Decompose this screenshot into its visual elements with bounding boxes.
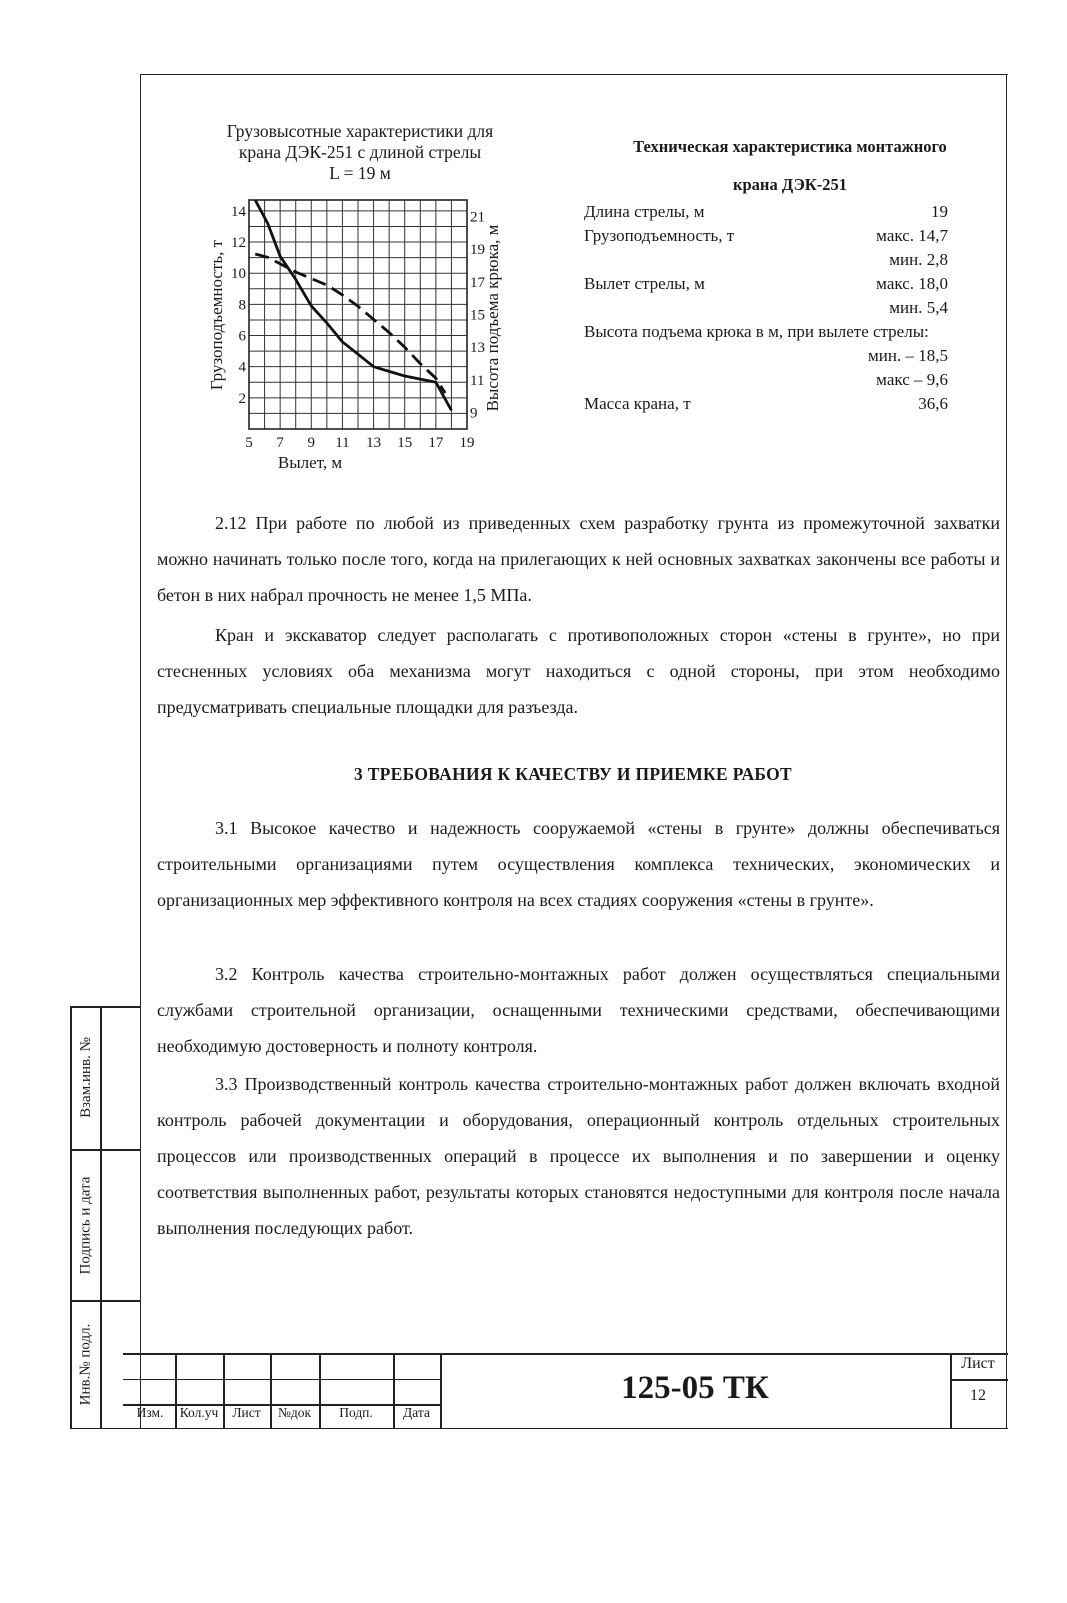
x-tick-label: 5 — [245, 435, 253, 451]
load-height-chart — [0, 0, 560, 500]
spec-title — [580, 128, 1000, 204]
x-axis-title: Вылет, м — [277, 453, 343, 472]
y-right-tick-label: 17 — [470, 274, 485, 291]
spec-row — [584, 224, 984, 248]
page-frame-right — [1006, 74, 1007, 1428]
y-right-tick-label: 15 — [470, 307, 485, 324]
y-left-tick-label: 4 — [238, 359, 246, 376]
spec-row — [584, 320, 984, 344]
tb-col-list: Лист — [232, 1405, 261, 1420]
spec-value: 36,6 — [918, 394, 948, 413]
spec-list — [584, 200, 984, 416]
y-left-axis-title: Грузоподъемность, т — [207, 239, 226, 391]
y-left-tick-label: 2 — [238, 390, 246, 407]
stamp-inv-podl: Инв.№ подл. — [77, 1323, 94, 1406]
page-frame-bottom — [70, 1428, 1008, 1429]
spec-row — [584, 344, 984, 368]
y-left-tick-label: 12 — [231, 235, 246, 252]
spec-label: Длина стрелы, м — [584, 202, 705, 221]
chart-title-line-2: крана ДЭК-251 с длиной стрелы — [238, 142, 482, 162]
spec-value: мин. – 18,5 — [868, 346, 948, 365]
tb-col-data: Дата — [403, 1405, 430, 1420]
series-hook-height-line — [255, 254, 445, 393]
section-heading-3: 3 ТРЕБОВАНИЯ К КАЧЕСТВУ И ПРИЕМКЕ РАБОТ — [353, 764, 793, 784]
chart-title-line-3: L = 19 м — [329, 163, 391, 183]
spec-value: макс – 9,6 — [876, 370, 948, 389]
x-tick-label: 13 — [366, 435, 382, 451]
sheet-label: Лист — [961, 1355, 995, 1372]
spec-row — [584, 368, 984, 392]
tb-col-n-dok: №док — [277, 1405, 312, 1420]
title-block-line — [123, 1353, 1008, 1355]
paragraph-3-1: 3.1 Высокое качество и надежность сооружаемой «стены в грунте» должны обеспечиваться строительными организациями путем осуществления комплекса технических, экономических и организационных мер эффективного контроля на всех стадиях сооружения «стены в грунте». — [157, 818, 1000, 910]
side-stamp — [70, 1006, 132, 1428]
spec-value: макс. 14,7 — [876, 226, 948, 245]
x-tick-label: 9 — [307, 435, 316, 451]
y-left-tick-label: 14 — [231, 203, 246, 220]
y-right-tick-label: 13 — [470, 340, 485, 357]
spec-label: Масса крана, т — [584, 394, 691, 413]
y-right-tick-label: 19 — [470, 242, 485, 259]
spec-row — [584, 296, 984, 320]
y-left-tick-label: 10 — [231, 266, 246, 283]
spec-label: Грузоподъемность, т — [584, 226, 735, 245]
spec-value: макс. 18,0 — [876, 274, 948, 293]
y-right-axis-title: Высота подъема крюка, м — [483, 224, 502, 412]
spec-row — [584, 392, 984, 416]
x-tick-label: 11 — [335, 435, 350, 451]
y-right-tick-label: 21 — [470, 209, 485, 226]
spec-label: Высота подъема крюка в м, при вылете стрелы: — [584, 322, 929, 341]
title-block-line — [950, 1379, 1008, 1381]
spec-title-line-2: крана ДЭК-251 — [733, 175, 847, 194]
y-right-tick-label: 11 — [470, 372, 485, 389]
spec-row — [584, 200, 984, 224]
y-left-tick-label: 8 — [238, 297, 246, 314]
chart-title-line-1: Грузовысотные характеристики для — [226, 121, 494, 141]
paragraph-crane-placement: Кран и экскаватор следует располагать с противоположных сторон «стены в грунте», но при стесненных условиях оба механизма могут находиться с одной стороны, при этом необходимо предусматривать специальные площадки для разъезда. — [157, 625, 1000, 717]
x-tick-label: 15 — [397, 435, 413, 451]
sheet-number: 12 — [970, 1387, 986, 1404]
stamp-vzam-inv: Взам.инв. № — [77, 1037, 94, 1118]
spec-value: мин. 5,4 — [889, 298, 948, 317]
spec-row — [584, 248, 984, 272]
spec-row — [584, 272, 984, 296]
spec-value: 19 — [931, 202, 948, 221]
tb-col-podp: Подп. — [339, 1405, 373, 1420]
spec-label: Вылет стрелы, м — [584, 274, 705, 293]
paragraph-2-12: 2.12 При работе по любой из приведенных схем разработку грунта из промежуточной захватки можно начинать только после того, когда на прилегающих к ней основных захватках закончены все работы и бетон в них набрал прочность не менее 1,5 МПа. — [157, 513, 1000, 605]
paragraph-3-2: 3.2 Контроль качества строительно-монтажных работ должен осуществляться специальными службами строительной организации, оснащенными техническими средствами, обеспечивающими необходимую достоверность и полноту контроля. — [157, 964, 1000, 1056]
tb-col-kol-uch: Кол.уч — [179, 1405, 219, 1420]
tb-col-izm: Изм. — [136, 1405, 164, 1420]
x-tick-label: 17 — [428, 435, 444, 451]
y-right-tick-label: 9 — [470, 405, 478, 422]
x-tick-label: 7 — [276, 435, 284, 451]
stamp-podpis-data: Подпись и дата — [77, 1176, 94, 1274]
x-tick-label: 19 — [459, 435, 475, 451]
spec-value: мин. 2,8 — [889, 250, 948, 269]
paragraph-3-3: 3.3 Производственный контроль качества строительно-монтажных работ должен включать входной контроль рабочей документации и оборудования, операционный контроль отдельных строительных процессов или производственных операций в процессе их выполнения и по завершении и оценку соответствия выполненных работ, результаты которых становятся недоступными для контроля после начала выполнения последующих работ. — [157, 1074, 1000, 1238]
series-load-capacity-line — [255, 200, 451, 410]
document-code: 125-05 ТК — [621, 1370, 769, 1406]
spec-title-line-1: Техническая характеристика монтажного — [633, 137, 947, 156]
y-left-tick-label: 6 — [238, 328, 246, 345]
